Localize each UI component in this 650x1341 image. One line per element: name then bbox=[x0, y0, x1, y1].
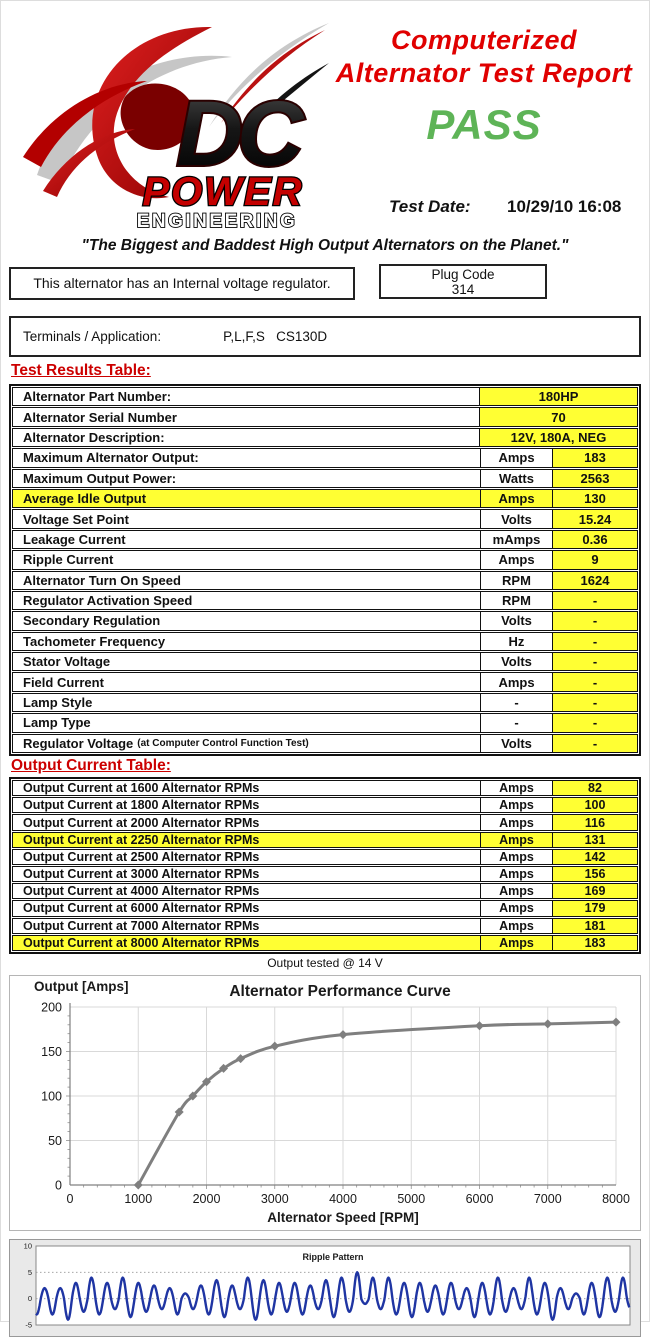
row-value: 156 bbox=[552, 867, 637, 881]
report-header bbox=[1, 1, 649, 235]
table-row bbox=[12, 734, 638, 753]
logo-text-dc: DC bbox=[176, 83, 298, 185]
row-unit: - bbox=[480, 714, 552, 731]
report-title-line2: Alternator Test Report bbox=[335, 58, 633, 88]
plug-code-label: Plug Code bbox=[431, 267, 495, 282]
data-point-marker bbox=[339, 1030, 348, 1039]
row-label: Lamp Style bbox=[23, 695, 93, 711]
row-label: Output Current at 7000 Alternator RPMs bbox=[23, 918, 260, 933]
row-unit: mAmps bbox=[480, 531, 552, 548]
plug-code-box bbox=[379, 264, 547, 299]
row-value: 12V, 180A, NEG bbox=[479, 429, 637, 446]
row-label: Maximum Output Power: bbox=[23, 470, 177, 486]
row-value: 9 bbox=[552, 551, 637, 568]
row-label: Tachometer Frequency bbox=[23, 633, 166, 649]
x-axis-title: Alternator Speed [RPM] bbox=[267, 1209, 419, 1225]
row-value: - bbox=[552, 612, 637, 629]
row-label: Output Current at 1600 Alternator RPMs bbox=[23, 781, 260, 796]
test-result-status: PASS bbox=[426, 101, 542, 148]
data-point-marker bbox=[543, 1019, 552, 1028]
row-label: Average Idle Output bbox=[13, 490, 480, 507]
performance-curve-svg bbox=[10, 976, 642, 1230]
row-value: 131 bbox=[552, 833, 637, 847]
row-value: 70 bbox=[479, 408, 637, 425]
dc-power-logo bbox=[7, 5, 329, 233]
ripple-title: Ripple Pattern bbox=[302, 1251, 364, 1262]
output-footnote: Output tested @ 14 V bbox=[267, 955, 383, 970]
row-label: Voltage Set Point bbox=[23, 511, 129, 527]
plug-code-value: 314 bbox=[451, 282, 475, 297]
x-tick-label: 1000 bbox=[124, 1191, 153, 1206]
row-value: 180HP bbox=[479, 388, 637, 405]
test-results-table bbox=[9, 384, 641, 756]
row-label: Output Current at 8000 Alternator RPMs bbox=[13, 936, 480, 950]
ripple-y-tick-label: 10 bbox=[23, 1241, 32, 1251]
row-unit: RPM bbox=[480, 572, 552, 589]
table-row bbox=[12, 693, 638, 712]
row-label: Output Current at 4000 Alternator RPMs bbox=[23, 884, 260, 899]
row-unit: Volts bbox=[480, 735, 552, 752]
row-label: Ripple Current bbox=[23, 552, 114, 568]
row-unit: Hz bbox=[480, 633, 552, 650]
row-unit: Amps bbox=[480, 449, 552, 466]
row-label: Field Current bbox=[23, 674, 104, 690]
y-tick-label: 100 bbox=[41, 1089, 62, 1104]
row-value: 130 bbox=[552, 490, 637, 507]
y-axis-title: Output [Amps] bbox=[34, 978, 129, 994]
x-tick-label: 0 bbox=[66, 1191, 74, 1206]
row-value: - bbox=[552, 735, 637, 752]
y-tick-label: 150 bbox=[41, 1044, 62, 1059]
data-point-marker bbox=[475, 1021, 484, 1030]
table-row bbox=[12, 780, 638, 796]
output-current-heading: Output Current Table: bbox=[11, 757, 171, 775]
row-label: Alternator Part Number: bbox=[23, 389, 172, 405]
ripple-pattern-svg bbox=[10, 1240, 640, 1336]
row-label: Output Current at 2500 Alternator RPMs bbox=[23, 849, 260, 864]
x-tick-label: 4000 bbox=[329, 1191, 357, 1206]
test-date-label: Test Date: bbox=[389, 197, 471, 216]
row-value: 82 bbox=[552, 781, 637, 795]
x-tick-label: 3000 bbox=[260, 1191, 289, 1206]
table-row bbox=[12, 571, 638, 590]
row-unit: Watts bbox=[480, 470, 552, 487]
ripple-y-tick-label: 5 bbox=[27, 1267, 32, 1277]
table-row bbox=[12, 935, 638, 951]
row-value: 100 bbox=[552, 798, 637, 812]
row-unit: Amps bbox=[480, 798, 552, 812]
row-label: Regulator Voltage (at Computer Control Function Test) bbox=[23, 735, 309, 751]
logo-text-power: POWER bbox=[142, 170, 304, 214]
ripple-y-tick-label: -5 bbox=[25, 1320, 32, 1330]
row-value: 183 bbox=[552, 449, 637, 466]
row-value: - bbox=[552, 653, 637, 670]
row-value: 0.36 bbox=[552, 531, 637, 548]
tagline: "The Biggest and Baddest High Output Alternators on the Planet." bbox=[81, 237, 569, 254]
table-row bbox=[12, 550, 638, 569]
table-row bbox=[12, 530, 638, 549]
x-tick-label: 6000 bbox=[465, 1191, 494, 1206]
table-row bbox=[12, 652, 638, 671]
row-unit: Volts bbox=[480, 510, 552, 527]
row-unit: Amps bbox=[480, 867, 552, 881]
table-row bbox=[12, 611, 638, 630]
x-tick-label: 5000 bbox=[397, 1191, 426, 1206]
table-row bbox=[12, 428, 638, 447]
row-unit: RPM bbox=[480, 592, 552, 609]
terminals-value: P,L,F,S CS130D bbox=[223, 329, 328, 344]
table-row bbox=[12, 883, 638, 899]
row-label: Lamp Type bbox=[23, 715, 91, 731]
row-label: Regulator Activation Speed bbox=[23, 593, 193, 609]
terminals-box bbox=[9, 316, 641, 357]
row-value: 181 bbox=[552, 919, 637, 933]
row-unit: Amps bbox=[480, 936, 552, 950]
x-tick-label: 7000 bbox=[533, 1191, 562, 1206]
row-unit: - bbox=[480, 694, 552, 711]
row-value: 169 bbox=[552, 884, 637, 898]
row-label: Maximum Alternator Output: bbox=[23, 450, 199, 466]
row-value: 142 bbox=[552, 850, 637, 864]
row-value: 15.24 bbox=[552, 510, 637, 527]
row-label: Secondary Regulation bbox=[23, 613, 161, 629]
info-row bbox=[1, 259, 649, 306]
row-value: 179 bbox=[552, 901, 637, 915]
table-row bbox=[12, 672, 638, 691]
regulator-note-box bbox=[9, 267, 355, 300]
row-value: - bbox=[552, 694, 637, 711]
logo-text-engineering: ENGINEERING bbox=[136, 211, 298, 232]
table-row bbox=[12, 591, 638, 610]
table-row bbox=[12, 713, 638, 732]
row-label: Output Current at 2000 Alternator RPMs bbox=[23, 815, 260, 830]
terminals-label: Terminals / Application: bbox=[23, 329, 162, 344]
table-row bbox=[12, 407, 638, 426]
ripple-chart bbox=[9, 1239, 641, 1337]
row-unit: Volts bbox=[480, 653, 552, 670]
row-unit: Amps bbox=[480, 781, 552, 795]
table-row bbox=[12, 918, 638, 934]
row-unit: Amps bbox=[480, 490, 552, 507]
x-tick-label: 8000 bbox=[602, 1191, 630, 1206]
performance-chart bbox=[9, 975, 641, 1231]
table-row bbox=[12, 900, 638, 916]
test-date-value: 10/29/10 16:08 bbox=[507, 197, 622, 216]
table-row bbox=[12, 448, 638, 467]
row-unit: Amps bbox=[480, 884, 552, 898]
table-row bbox=[12, 866, 638, 882]
table-row bbox=[12, 469, 638, 488]
table-row bbox=[12, 832, 638, 848]
row-label: Alternator Serial Number bbox=[23, 409, 177, 425]
row-unit: Amps bbox=[480, 551, 552, 568]
row-label: Leakage Current bbox=[23, 531, 126, 547]
row-value: - bbox=[552, 592, 637, 609]
regulator-note-text: This alternator has an Internal voltage regulator. bbox=[33, 275, 331, 291]
output-current-table bbox=[9, 777, 641, 954]
row-unit: Volts bbox=[480, 612, 552, 629]
ripple-y-tick-label: 0 bbox=[27, 1294, 32, 1304]
x-tick-label: 2000 bbox=[192, 1191, 221, 1206]
chart-title: Alternator Performance Curve bbox=[229, 982, 451, 1000]
y-tick-label: 0 bbox=[55, 1178, 62, 1193]
table-row bbox=[12, 849, 638, 865]
table-row bbox=[12, 489, 638, 508]
table-row bbox=[12, 632, 638, 651]
y-tick-label: 50 bbox=[48, 1133, 62, 1148]
row-value: - bbox=[552, 714, 637, 731]
row-label-note: (at Computer Control Function Test) bbox=[137, 737, 309, 749]
performance-curve-line bbox=[138, 1022, 616, 1185]
row-label: Alternator Description: bbox=[23, 429, 165, 445]
row-unit: Amps bbox=[480, 815, 552, 829]
y-tick-label: 200 bbox=[41, 1000, 62, 1015]
row-unit: Amps bbox=[480, 833, 552, 847]
data-point-marker bbox=[236, 1054, 245, 1063]
row-unit: Amps bbox=[480, 673, 552, 690]
row-unit: Amps bbox=[480, 901, 552, 915]
table-row bbox=[12, 387, 638, 406]
row-unit: Amps bbox=[480, 919, 552, 933]
data-point-marker bbox=[612, 1018, 621, 1027]
table-row bbox=[12, 509, 638, 528]
row-value: 2563 bbox=[552, 470, 637, 487]
row-label: Output Current at 6000 Alternator RPMs bbox=[23, 901, 260, 916]
table-row bbox=[12, 814, 638, 830]
row-value: 1624 bbox=[552, 572, 637, 589]
row-value: - bbox=[552, 633, 637, 650]
row-label: Stator Voltage bbox=[23, 654, 111, 670]
row-label: Output Current at 1800 Alternator RPMs bbox=[23, 798, 260, 813]
row-label: Output Current at 3000 Alternator RPMs bbox=[23, 867, 260, 882]
report-title-line1: Computerized bbox=[390, 25, 577, 55]
row-unit: Amps bbox=[480, 850, 552, 864]
row-label: Output Current at 2250 Alternator RPMs bbox=[13, 833, 480, 847]
table-row bbox=[12, 797, 638, 813]
row-value: - bbox=[552, 673, 637, 690]
row-value: 183 bbox=[552, 936, 637, 950]
row-label: Alternator Turn On Speed bbox=[23, 572, 181, 588]
data-point-marker bbox=[270, 1042, 279, 1051]
test-results-heading: Test Results Table: bbox=[11, 362, 151, 379]
row-value: 116 bbox=[552, 815, 637, 829]
